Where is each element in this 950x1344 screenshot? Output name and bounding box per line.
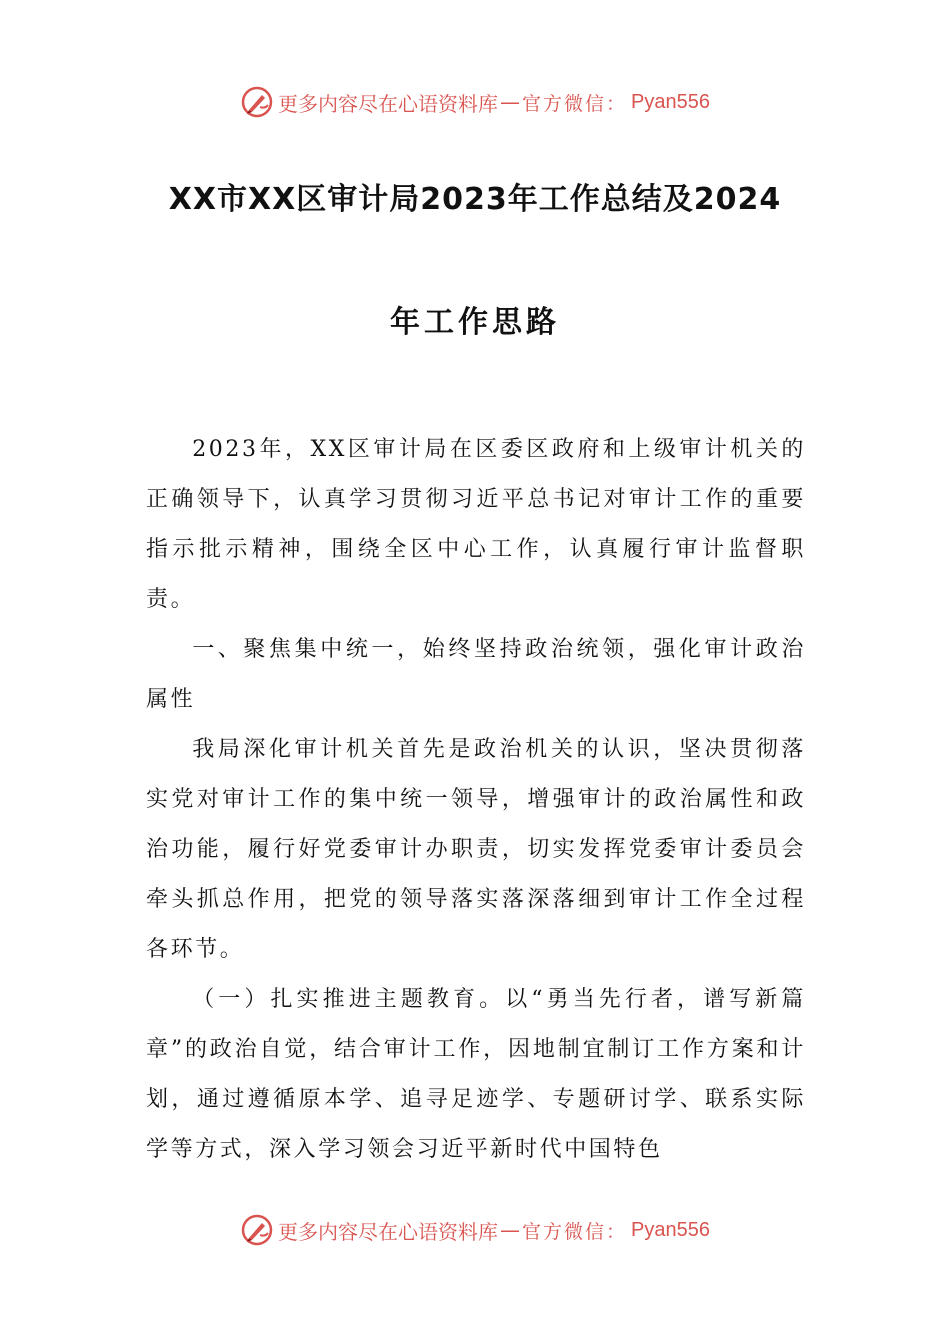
watermark-brand: 更多内容尽在心语资料库	[278, 1219, 498, 1244]
watermark-header	[0, 82, 950, 122]
watermark-wechat-id: Pyan556	[631, 90, 710, 113]
watermark-label: 官方微信：	[522, 92, 628, 115]
paragraph-subsection: （一）扎实推进主题教育。以“勇当先行者，谱写新篇章”的政治自觉，结合审计工作，因地制宜制订工作方案和计划，通过遵循原本学、追寻足迹学、专题研讨学、联系实际学等方式，深入学习领会习近平新时代中国特色	[146, 987, 806, 1162]
watermark-label: 官方微信：	[522, 1220, 628, 1243]
paragraph-intro: 2023年，XX区审计局在区委区政府和上级审计机关的正确领导下，认真学习贯彻习近平总书记对审计工作的重要指示批示精神，围绕全区中心工作，认真履行审计监督职责。	[146, 437, 806, 612]
paragraph-section-body: 我局深化审计机关首先是政治机关的认识，坚决贯彻落实党对审计工作的集中统一领导，增强审计的政治属性和政治功能，履行好党委审计办职责，切实发挥党委审计委员会牵头抓总作用，把党的领导落实落深落细到审计工作全过程各环节。	[146, 737, 806, 962]
watermark-footer	[0, 1210, 950, 1250]
paragraph-section-heading: 一、聚焦集中统一，始终坚持政治统领，强化审计政治属性	[146, 637, 806, 712]
pen-logo-icon	[240, 85, 274, 119]
watermark-wechat-id: Pyan556	[631, 1218, 710, 1241]
watermark-brand: 更多内容尽在心语资料库	[278, 91, 498, 116]
watermark-separator: —	[500, 1218, 520, 1242]
watermark-separator: —	[500, 90, 520, 114]
document-title-line-1: XX市XX区审计局2023年工作总结及2024	[168, 182, 782, 217]
pen-logo-icon	[240, 1213, 274, 1247]
document-title-line-2: 年工作思路	[390, 305, 560, 340]
document-body	[146, 425, 806, 1175]
